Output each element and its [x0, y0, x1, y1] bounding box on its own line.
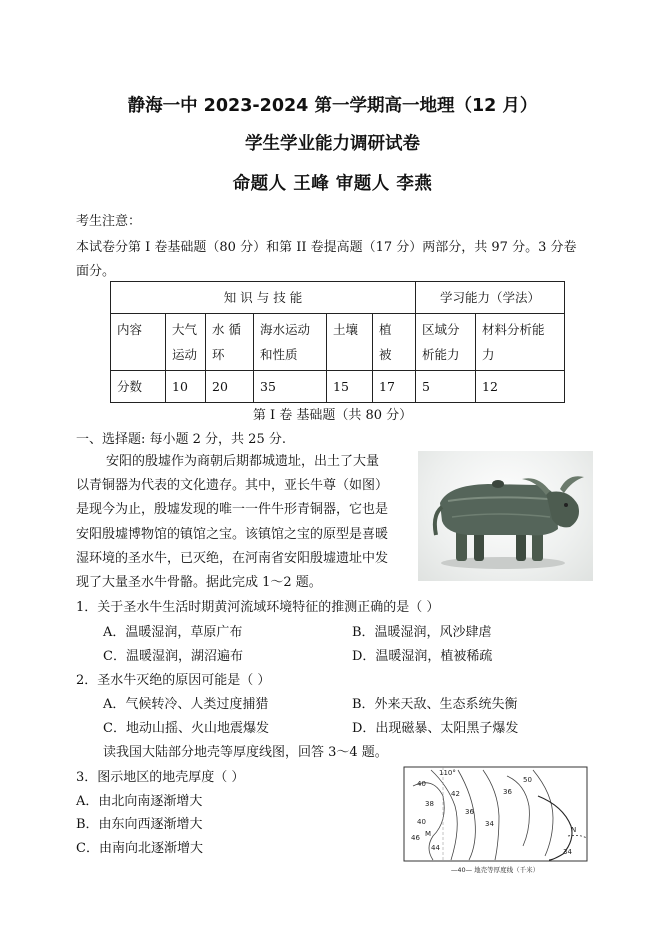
- contour-map-icon: [403, 766, 588, 876]
- table-cell: 20: [206, 371, 254, 403]
- table-cell: 10: [166, 371, 206, 403]
- map-label: M: [425, 830, 432, 838]
- exam-title: 静海一中 2023-2024 第一学期高一地理（12 月）: [127, 96, 538, 116]
- section-heading: 第 I 卷 基础题（共 80 分）: [252, 408, 413, 423]
- notice-line-1: 本试卷分第 I 卷基础题（80 分）和第 II 卷提高题（17 分）两部分，共 97 分。3 分卷: [76, 240, 577, 255]
- table-cell: 分数: [111, 371, 166, 403]
- passage-line: 以青铜器为代表的文化遗存。其中，亚长牛尊（如图）: [76, 478, 389, 494]
- question-1-option-a: A．温暖湿润，草原广布: [103, 625, 243, 640]
- question-2-option-c: C．地动山摇、火山地震爆发: [103, 721, 269, 736]
- score-table: [110, 281, 565, 403]
- passage-line: 湿环境的圣水牛，已灭绝，在河南省安阳殷墟遗址中发: [76, 550, 389, 566]
- question-1-option-b: B．温暖湿润，风沙肆虐: [352, 625, 492, 640]
- table-cell: 材料分析能 力: [476, 314, 565, 371]
- map-label: 110°: [439, 769, 456, 777]
- passage-line: 安阳殷墟博物馆的镇馆之宝。该镇馆之宝的原型是喜暖: [76, 526, 389, 542]
- map-caption: —40— 地壳等厚度线（千米）: [450, 866, 540, 874]
- table-cell: 17: [373, 371, 416, 403]
- map-label: 34: [563, 848, 572, 856]
- table-cell: 区域分 析能力: [416, 314, 476, 371]
- question-3-stem: 3．图示地区的地壳厚度（ ）: [76, 770, 245, 785]
- table-header-ability: 学习能力（学法）: [416, 282, 565, 314]
- map-label: N: [571, 826, 577, 834]
- map-label: 44: [431, 844, 440, 852]
- question-2-option-b: B．外来天敌、生态系统失衡: [352, 697, 518, 712]
- table-cell: 5: [416, 371, 476, 403]
- table-cell: 12: [476, 371, 565, 403]
- question-1-stem: 1．关于圣水牛生活时期黄河流域环境特征的推测正确的是（ ）: [76, 600, 440, 615]
- table-cell: 15: [327, 371, 373, 403]
- map-label: 36: [503, 788, 512, 796]
- question-1-option-c: C．温暖湿润，湖沼遍布: [103, 649, 243, 664]
- question-2-option-d: D．出现磁暴、太阳黑子爆发: [352, 721, 519, 736]
- table-header-knowledge: 知 识 与 技 能: [111, 282, 416, 314]
- table-cell: 内容: [111, 314, 166, 371]
- table-cell: 水 循 环: [206, 314, 254, 371]
- map-label: 36: [465, 808, 474, 816]
- map-label: 40: [417, 780, 426, 788]
- table-row: [111, 282, 565, 314]
- table-cell: 大气 运动: [166, 314, 206, 371]
- table-cell: 植 被: [373, 314, 416, 371]
- exam-authors: 命题人 王峰 审题人 李燕: [232, 174, 433, 194]
- crust-thickness-map: [403, 766, 588, 876]
- question-3-option-b: B．由东向西逐渐增大: [76, 817, 203, 832]
- map-label: 46: [411, 834, 420, 842]
- table-cell: 海水运动 和性质: [254, 314, 327, 371]
- question-2-option-a: A．气候转冷、人类过度捕猎: [103, 697, 269, 712]
- table-cell: 35: [254, 371, 327, 403]
- passage-line: 是现今为止，殷墟发现的唯一一件牛形青铜器，它也是: [76, 502, 389, 518]
- passage-line: 现了大量圣水牛骨骼。据此完成 1～2 题。: [76, 575, 322, 591]
- map-label: 42: [451, 790, 460, 798]
- map-intro: 读我国大陆部分地壳等厚度线图，回答 3～4 题。: [103, 745, 388, 760]
- question-2-stem: 2．圣水牛灭绝的原因可能是（ ）: [76, 673, 271, 688]
- question-3-option-c: C．由南向北逐渐增大: [76, 841, 203, 856]
- table-row: [111, 371, 565, 403]
- passage: [76, 450, 412, 595]
- question-1-option-d: D．温暖湿润，植被稀疏: [352, 649, 493, 664]
- question-3-option-a: A．由北向南逐渐增大: [76, 794, 203, 809]
- table-row: [111, 314, 565, 371]
- passage-line: 安阳的殷墟作为商朝后期都城遗址，出土了大量: [106, 454, 380, 469]
- notice-line-2: 面分。: [76, 264, 116, 279]
- notice-label: 考生注意：: [76, 214, 142, 229]
- map-label: 34: [485, 820, 494, 828]
- map-label: 50: [523, 776, 532, 784]
- exam-subtitle: 学生学业能力调研试卷: [245, 134, 420, 154]
- map-label: 38: [425, 800, 434, 808]
- part-heading: 一、选择题: 每小题 2 分，共 25 分.: [76, 432, 286, 447]
- bronze-ox-icon: [418, 451, 593, 581]
- bronze-ox-photo: [418, 451, 593, 581]
- map-label: 40: [417, 818, 426, 826]
- table-cell: 土壤: [327, 314, 373, 371]
